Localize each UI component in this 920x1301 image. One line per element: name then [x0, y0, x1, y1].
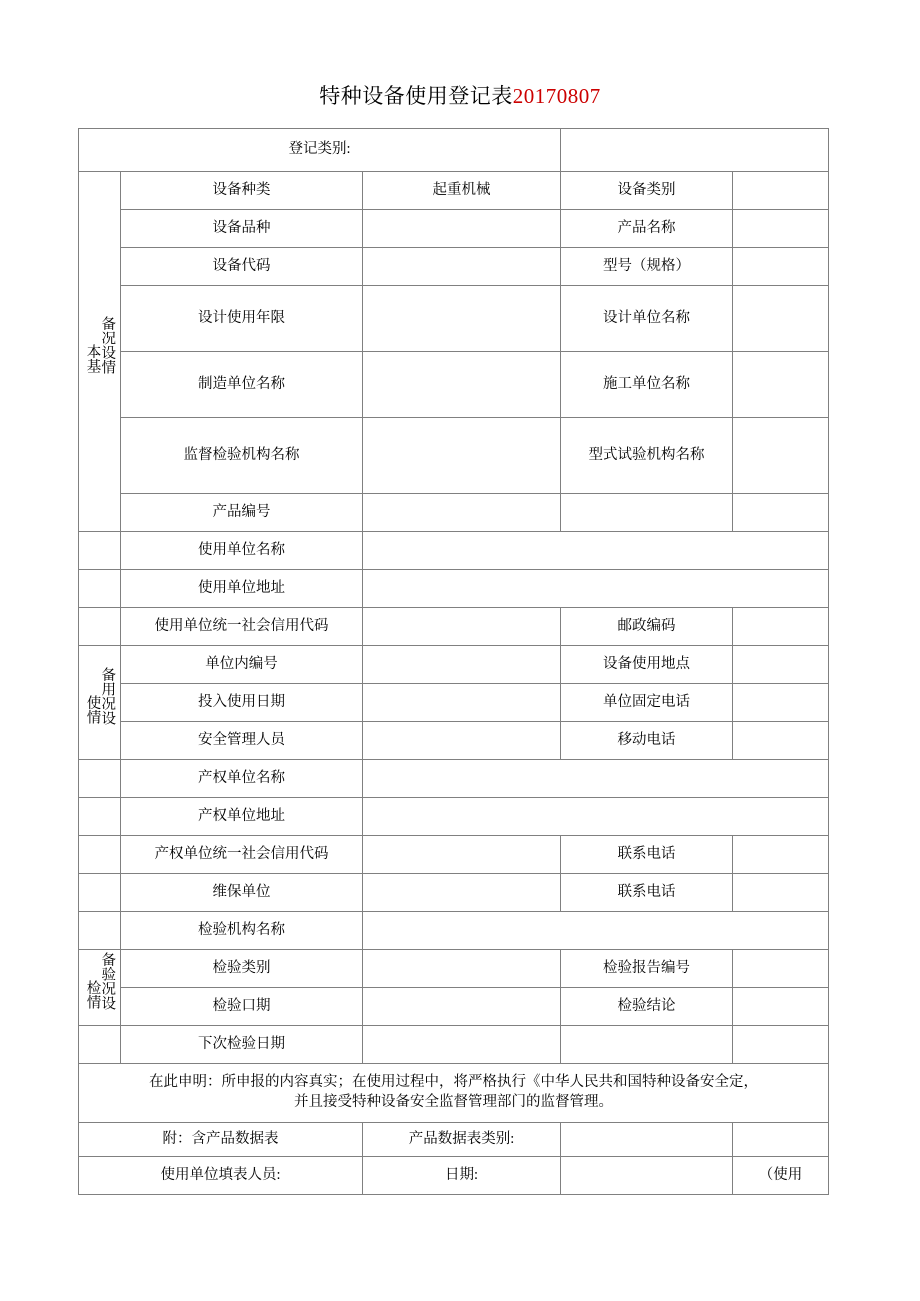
- group-label-equipment-usage: [79, 646, 121, 760]
- using-unit-name-label: 使用单位名称: [121, 532, 363, 570]
- product-number-value[interactable]: [363, 494, 561, 532]
- equipment-category-label: 设备类别: [561, 172, 733, 210]
- manufacture-unit-label: 制造单位名称: [121, 352, 363, 418]
- equipment-kind-value[interactable]: 起重机械: [363, 172, 561, 210]
- property-contact-phone-value[interactable]: [733, 836, 829, 874]
- group-label-equipment-usage-right: 备用况设: [99, 666, 116, 725]
- inspection-category-label: 检验类别: [121, 950, 363, 988]
- inspection-org-name-value[interactable]: [363, 912, 829, 950]
- safety-manager-label: 安全管理人员: [121, 722, 363, 760]
- table-row: [79, 210, 829, 248]
- inspection-conclusion-label: 检验结论: [561, 988, 733, 1026]
- table-row: [79, 1026, 829, 1064]
- mobile-phone-value[interactable]: [733, 722, 829, 760]
- using-unit-credit-code-label: 使用单位统一社会信用代码: [121, 608, 363, 646]
- using-unit-address-value[interactable]: [363, 570, 829, 608]
- registration-category-value-cell[interactable]: [561, 129, 829, 172]
- property-contact-phone-label: 联系电话: [561, 836, 733, 874]
- table-row: [79, 608, 829, 646]
- table-row: [79, 950, 829, 988]
- equipment-location-label: 设备使用地点: [561, 646, 733, 684]
- design-unit-value[interactable]: [733, 286, 829, 352]
- inspection-category-value[interactable]: [363, 950, 561, 988]
- postal-code-label: 邮政编码: [561, 608, 733, 646]
- table-row: [79, 798, 829, 836]
- table-row: [79, 912, 829, 950]
- in-service-date-value[interactable]: [363, 684, 561, 722]
- model-spec-label: 型号（规格）: [561, 248, 733, 286]
- table-row: [79, 248, 829, 286]
- group-label-equipment-usage-left: 使情: [84, 695, 101, 724]
- supervision-inspection-org-label: 监督检验机构名称: [121, 418, 363, 494]
- design-life-label: 设计使用年限: [121, 286, 363, 352]
- unit-landline-label: 单位固定电话: [561, 684, 733, 722]
- table-row: [79, 532, 829, 570]
- maintenance-unit-value[interactable]: [363, 874, 561, 912]
- equipment-variety-label: 设备品种: [121, 210, 363, 248]
- maintenance-contact-phone-value[interactable]: [733, 874, 829, 912]
- table-row: [79, 1157, 829, 1195]
- equipment-code-label: 设备代码: [121, 248, 363, 286]
- inspection-date-label: 检验口期: [121, 988, 363, 1026]
- table-row: [79, 129, 829, 172]
- internal-number-value[interactable]: [363, 646, 561, 684]
- product-number-extra1[interactable]: [561, 494, 733, 532]
- inspection-conclusion-value[interactable]: [733, 988, 829, 1026]
- spacer-cell: [79, 912, 121, 950]
- inspection-date-value[interactable]: [363, 988, 561, 1026]
- spacer-cell: [79, 608, 121, 646]
- type-test-org-label: 型式试验机构名称: [561, 418, 733, 494]
- spacer-cell: [79, 760, 121, 798]
- table-row: [79, 1123, 829, 1157]
- group-label-equipment-inspection-left: 检情: [84, 980, 101, 1009]
- group-label-equipment-basic-left: 本基: [84, 344, 101, 373]
- group-label-equipment-basic-right: 备况设情: [99, 315, 116, 374]
- table-row: [79, 1064, 829, 1123]
- page-title-code: 20170807: [512, 84, 601, 108]
- product-data-sheet-category-label: 产品数据表类别:: [363, 1123, 561, 1157]
- inspection-report-no-value[interactable]: [733, 950, 829, 988]
- signature-note-clipped: （使用: [733, 1157, 829, 1195]
- internal-number-label: 单位内编号: [121, 646, 363, 684]
- property-unit-address-value[interactable]: [363, 798, 829, 836]
- registration-table: [78, 128, 829, 1195]
- attachment-label: 附：含产品数据表: [79, 1123, 363, 1157]
- attachment-extra1[interactable]: [561, 1123, 733, 1157]
- next-inspection-date-value[interactable]: [363, 1026, 561, 1064]
- inspection-org-name-label: 检验机构名称: [121, 912, 363, 950]
- using-unit-address-label: 使用单位地址: [121, 570, 363, 608]
- table-row: [79, 684, 829, 722]
- in-service-date-label: 投入使用日期: [121, 684, 363, 722]
- product-number-extra2[interactable]: [733, 494, 829, 532]
- table-row: [79, 760, 829, 798]
- table-row: [79, 874, 829, 912]
- property-unit-name-label: 产权单位名称: [121, 760, 363, 798]
- product-name-value[interactable]: [733, 210, 829, 248]
- using-unit-credit-code-value[interactable]: [363, 608, 561, 646]
- property-unit-credit-code-value[interactable]: [363, 836, 561, 874]
- date-label: 日期:: [363, 1157, 561, 1195]
- manufacture-unit-value[interactable]: [363, 352, 561, 418]
- equipment-kind-label: 设备种类: [121, 172, 363, 210]
- table-row: [79, 352, 829, 418]
- signature-note-value[interactable]: [561, 1157, 733, 1195]
- group-label-equipment-inspection-right: 备验况设: [99, 951, 116, 1010]
- table-row: [79, 988, 829, 1026]
- maintenance-contact-phone-label: 联系电话: [561, 874, 733, 912]
- next-inspection-date-label: 下次检验日期: [121, 1026, 363, 1064]
- equipment-variety-value[interactable]: [363, 210, 561, 248]
- using-unit-name-value[interactable]: [363, 532, 829, 570]
- property-unit-address-label: 产权单位地址: [121, 798, 363, 836]
- group-label-equipment-inspection: [79, 950, 121, 1026]
- spacer-cell: [79, 798, 121, 836]
- filler-label: 使用单位填表人员:: [79, 1157, 363, 1195]
- table-row: [79, 494, 829, 532]
- page-title-main: 特种设备使用登记表: [319, 84, 513, 108]
- registration-category-label-cell: 登记类别:: [79, 129, 561, 172]
- design-unit-label: 设计单位名称: [561, 286, 733, 352]
- inspection-report-no-label: 检验报告编号: [561, 950, 733, 988]
- table-row: [79, 646, 829, 684]
- table-row: [79, 722, 829, 760]
- product-name-label: 产品名称: [561, 210, 733, 248]
- product-number-label: 产品编号: [121, 494, 363, 532]
- table-row: [79, 286, 829, 352]
- registration-form: [78, 128, 828, 1195]
- property-unit-credit-code-label: 产权单位统一社会信用代码: [121, 836, 363, 874]
- unit-landline-value[interactable]: [733, 684, 829, 722]
- spacer-cell: [79, 1026, 121, 1064]
- table-row: [79, 836, 829, 874]
- table-row: [79, 570, 829, 608]
- construction-unit-value[interactable]: [733, 352, 829, 418]
- construction-unit-label: 施工单位名称: [561, 352, 733, 418]
- type-test-org-value[interactable]: [733, 418, 829, 494]
- safety-manager-value[interactable]: [363, 722, 561, 760]
- mobile-phone-label: 移动电话: [561, 722, 733, 760]
- supervision-inspection-org-value[interactable]: [363, 418, 561, 494]
- next-inspection-extra1[interactable]: [561, 1026, 733, 1064]
- spacer-cell: [79, 836, 121, 874]
- equipment-category-value[interactable]: [733, 172, 829, 210]
- spacer-cell: [79, 570, 121, 608]
- property-unit-name-value[interactable]: [363, 760, 829, 798]
- spacer-cell: [79, 532, 121, 570]
- postal-code-value[interactable]: [733, 608, 829, 646]
- group-label-equipment-basic: [79, 172, 121, 532]
- page-title: [0, 80, 920, 110]
- maintenance-unit-label: 维保单位: [121, 874, 363, 912]
- table-row: [79, 172, 829, 210]
- design-life-value[interactable]: [363, 286, 561, 352]
- equipment-code-value[interactable]: [363, 248, 561, 286]
- next-inspection-extra2[interactable]: [733, 1026, 829, 1064]
- model-spec-value[interactable]: [733, 248, 829, 286]
- equipment-location-value[interactable]: [733, 646, 829, 684]
- declaration-text: 在此申明：所申报的内容真实；在使用过程中，将严格执行《中华人民共和国特种设备安全定，并且接受特种设备安全监督管理部门的监督管理。: [79, 1064, 829, 1123]
- spacer-cell: [79, 874, 121, 912]
- table-row: [79, 418, 829, 494]
- attachment-extra2[interactable]: [733, 1123, 829, 1157]
